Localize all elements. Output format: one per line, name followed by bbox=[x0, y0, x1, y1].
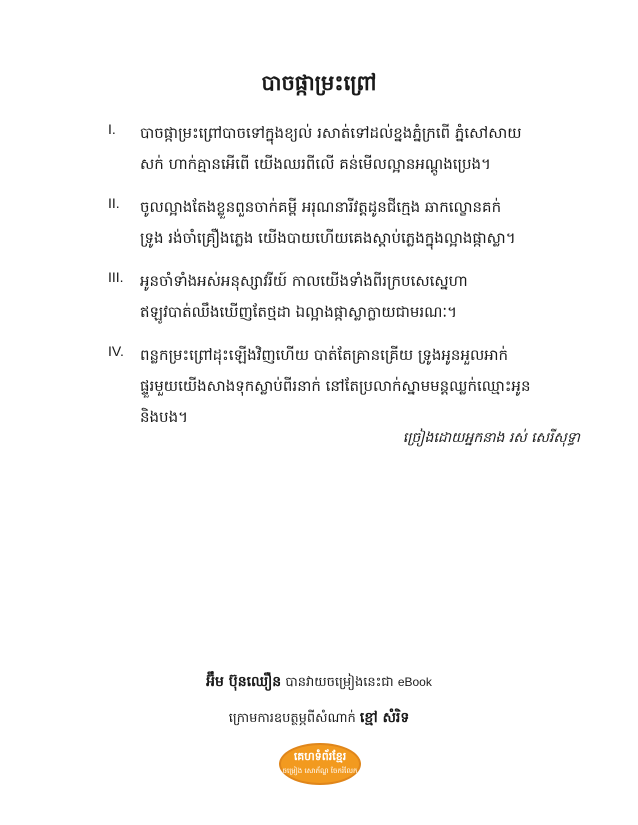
verse-text bbox=[140, 192, 583, 254]
logo-subtitle: ចម្រៀង សោភ័ណ្ឌ ចែករំលែក bbox=[282, 767, 358, 775]
verse-text bbox=[140, 340, 583, 433]
verse-line: ចូលល្អាងតែងខ្លួនពួនចាក់គម្ពី អរុណនារីវត្តដូនជីក្មេង ឆាកល្ខោនគក់ bbox=[140, 198, 502, 216]
verse-line: ឥឡូវបាត់ឈឹងឃើញតែថ្មដា ឯល្អាងផ្កាស្លាក្លាយជាមរណៈ។ bbox=[140, 303, 457, 321]
sponsor-credit-text: ក្រោមការឧបត្ថម្ភពីសំណាក់ bbox=[228, 711, 356, 726]
verse-text bbox=[140, 118, 583, 180]
song-title: បាចផ្កាម្រះព្រៅ bbox=[261, 71, 377, 95]
verse-line: ផ្ទួរមួយយើងសាងទុកស្លាប់ពីរនាក់ នៅតែប្រលាក់ស្នាមមន្តឈ្លក់ឈ្មោះអូន bbox=[140, 377, 531, 395]
verse-line: បាចផ្កាម្រះព្រៅបាចទៅក្នុងខ្យល់ រសាត់ទៅដល់ខ្នងភ្នំក្រពើ ភ្នំសៅសាយ bbox=[140, 124, 522, 142]
verse-line: សក់ ហាក់គ្មានអើពើ យើងឈរពីលើ គន់មើលល្អានអណ្ដូងប្រេង។ bbox=[140, 155, 491, 173]
lyrics bbox=[108, 118, 583, 445]
verse-number: III. bbox=[108, 269, 124, 285]
site-logo bbox=[279, 743, 361, 785]
verse-text bbox=[140, 266, 583, 328]
sponsor-name: ខ្មៅ សំរិទ bbox=[359, 710, 410, 726]
verse-4 bbox=[108, 340, 583, 433]
verse-number: IV. bbox=[108, 343, 124, 359]
verse-line: អូនចាំទាំងអស់អនុស្សាវរីយ៍ កាលយើងទាំងពីរក្របសេស្នេហា bbox=[140, 272, 468, 290]
verse-number: II. bbox=[108, 195, 120, 211]
verse-3 bbox=[108, 266, 583, 328]
verse-line: ទ្រូង រង់ចាំគ្រឿងភ្លេង យើងបាយហើយគេងស្ដាប់ភ្លេងក្នុងល្អាងផ្កាស្លា។ bbox=[140, 229, 516, 247]
verse-number: I. bbox=[108, 121, 116, 137]
verse-2 bbox=[108, 192, 583, 254]
verse-line: ពន្លកម្រះព្រៅដុះឡើងវិញហើយ បាត់តែគ្រានគ្រើយ ទ្រូងអូនអួលអាក់ bbox=[140, 346, 509, 364]
typist-credit-text: បានវាយចម្រៀងនេះជា bbox=[285, 675, 394, 690]
ebook-label: eBook bbox=[397, 675, 432, 689]
typist-credit bbox=[0, 672, 638, 693]
verse-1 bbox=[108, 118, 583, 180]
logo-title: គេហទំព័រខ្មែរ bbox=[293, 750, 347, 763]
typist-name: អ៊ឹម ប៊ុនឈឿន bbox=[206, 674, 282, 690]
verse-line: និងបង។ bbox=[140, 408, 188, 426]
sponsor-credit bbox=[0, 708, 638, 729]
singer-credit: ច្រៀងដោយអ្នកនាង រស់ សេរីសុទ្ធា bbox=[402, 430, 580, 446]
